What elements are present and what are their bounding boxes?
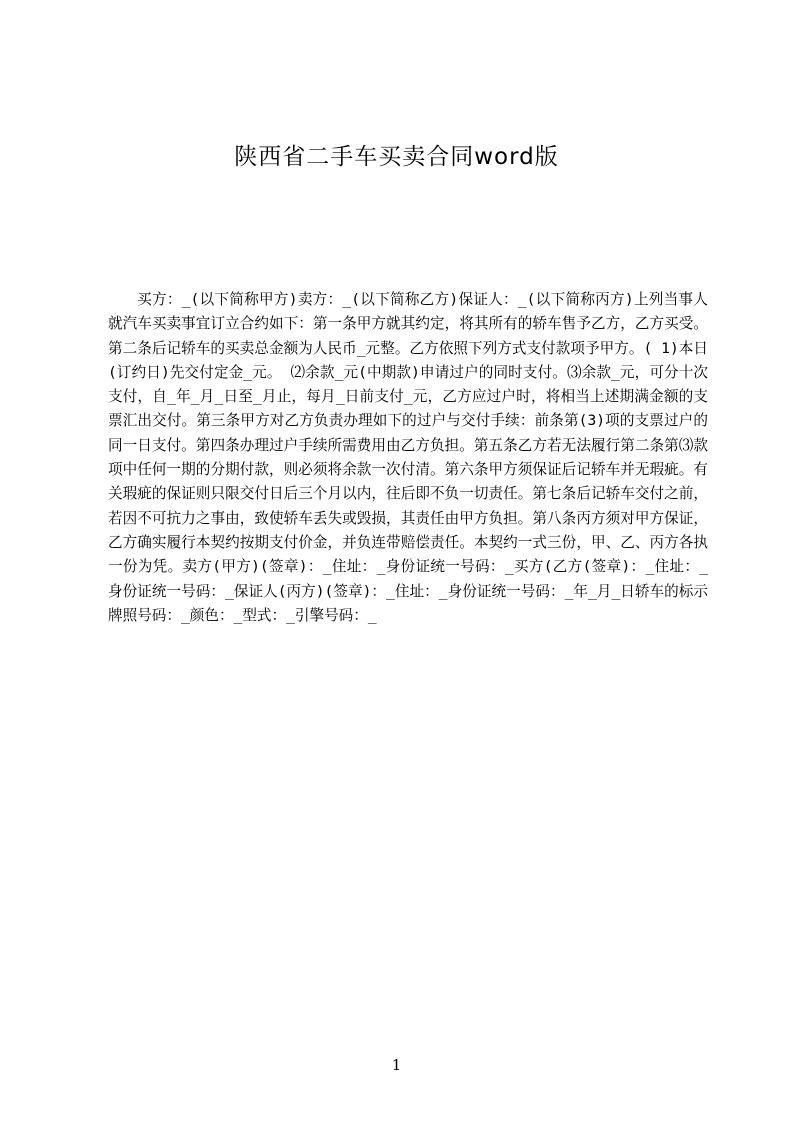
document-title: 陕西省二手车买卖合同word版 — [234, 144, 559, 170]
page-number: 1 — [391, 1056, 402, 1074]
contract-body-paragraph: 买方：_(以下简称甲方)卖方：_(以下简称乙方)保证人：_(以下简称丙方)上列当事人就汽车买卖事宜订立合约如下：第一条甲方就其约定，将其所有的轿车售予乙方，乙方买受。第二条后记轿车的买卖总金额为人民币_元整。乙方依照下列方式支付款项予甲方。( 1)本日(订约日)先交付定金_元。 ⑵余款_元(中期款)申请过户的同时支付。⑶余款_元，可分十次支付，自_年_月_日至_月止，每月_日前支付_元，乙方应过户时，将相当上述期满金额的支票汇出交付。第三条甲方对乙方负责办理如下的过户与交付手续：前条第(3)项的支票过户的同一日支付。第四条办理过户手续所需费用由乙方负担。第五条乙方若无法履行第二条第⑶款项中任何一期的分期付款，则必须将余款一次付清。第六条甲方须保证后记轿车并无瑕疵。有关瑕疵的保证则只限交付日后三个月以内，往后即不负一切责任。第七条后记轿车交付之前，若因不可抗力之事由，致使轿车丢失或毁损，其责任由甲方负担。第八条丙方须对甲方保证，乙方确实履行本契约按期支付价金，并负连带赔偿责任。本契约一式三份，甲、乙、丙方各执一份为凭。卖方(甲方)(签章)：_住址：_身份证统一号码：_买方(乙方(签章)：_住址：_身份证统一号码：_保证人(丙方)(签章)：_住址：_身份证统一号码：_年_月_日轿车的标示牌照号码：_颜色：_型式：_引擎号码：_ — [108, 291, 708, 624]
